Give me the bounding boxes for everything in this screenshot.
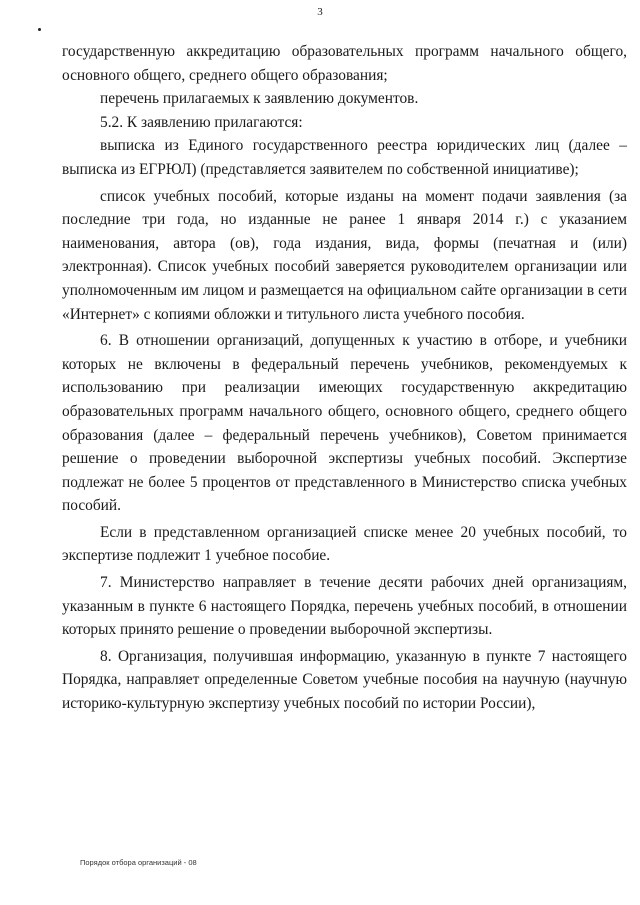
- page-number: 3: [317, 6, 323, 18]
- paragraph-egrul-extract: выписка из Единого государственного реестра юридических лиц (далее – выписка из ЕГРЮЛ) (представляется заявителем по собственной инициативе);: [62, 137, 627, 178]
- paragraph-6: 6. В отношении организаций, допущенных к участию в отборе, и учебники которых не включены в федеральный перечень учебников, рекомендуемых к использованию при реализации имеющих государственную аккредитацию образовательных программ начального общего, основного общего, среднего общего образования (далее – федеральный перечень учебников), Советом принимается решение о проведении выборочной экспертизы учебных пособий. Экспертизе подлежат не более 5 процентов от представленного в Министерство списка учебных пособий.: [62, 332, 627, 515]
- paragraph-textbook-list: список учебных пособий, которые изданы на момент подачи заявления (за последние три года, но изданные не ранее 1 января 2014 г.) с указанием наименования, автора (ов), года издания, вида, формы (печатная и (или) электронная). Список учебных пособий заверяется руководителем организации или уполномоченным им лицом и размещается на официальном сайте организации в сети «Интернет» с копиями обложки и титульного листа учебного пособия.: [62, 187, 627, 323]
- scan-speck: [38, 28, 41, 31]
- paragraph-continuation: государственную аккредитацию образовательных программ начального общего, основного общего, среднего общего образования;: [62, 43, 627, 84]
- paragraph-8: 8. Организация, получившая информацию, указанную в пункте 7 настоящего Порядка, направляет определенные Советом учебные пособия на научную (научную историко-культурную экспертизу учебных пособий по истории России),: [62, 647, 627, 713]
- paragraph-7: 7. Министерство направляет в течение десяти рабочих дней организациям, указанным в пункте 6 настоящего Порядка, перечень учебных пособий, в отношении которых принято решение о проведении выборочной экспертизы.: [62, 574, 627, 639]
- paragraph-6-note: Если в представленном организацией списке менее 20 учебных пособий, то экспертизе подлежит 1 учебное пособие.: [62, 523, 627, 565]
- document-body: [62, 40, 627, 716]
- footer-doc-id: Порядок отбора организаций - 08: [80, 858, 197, 867]
- paragraph-documents-list: перечень прилагаемых к заявлению документов.: [100, 90, 419, 108]
- paragraph-5-2-heading: 5.2. К заявлению прилагаются:: [100, 113, 303, 131]
